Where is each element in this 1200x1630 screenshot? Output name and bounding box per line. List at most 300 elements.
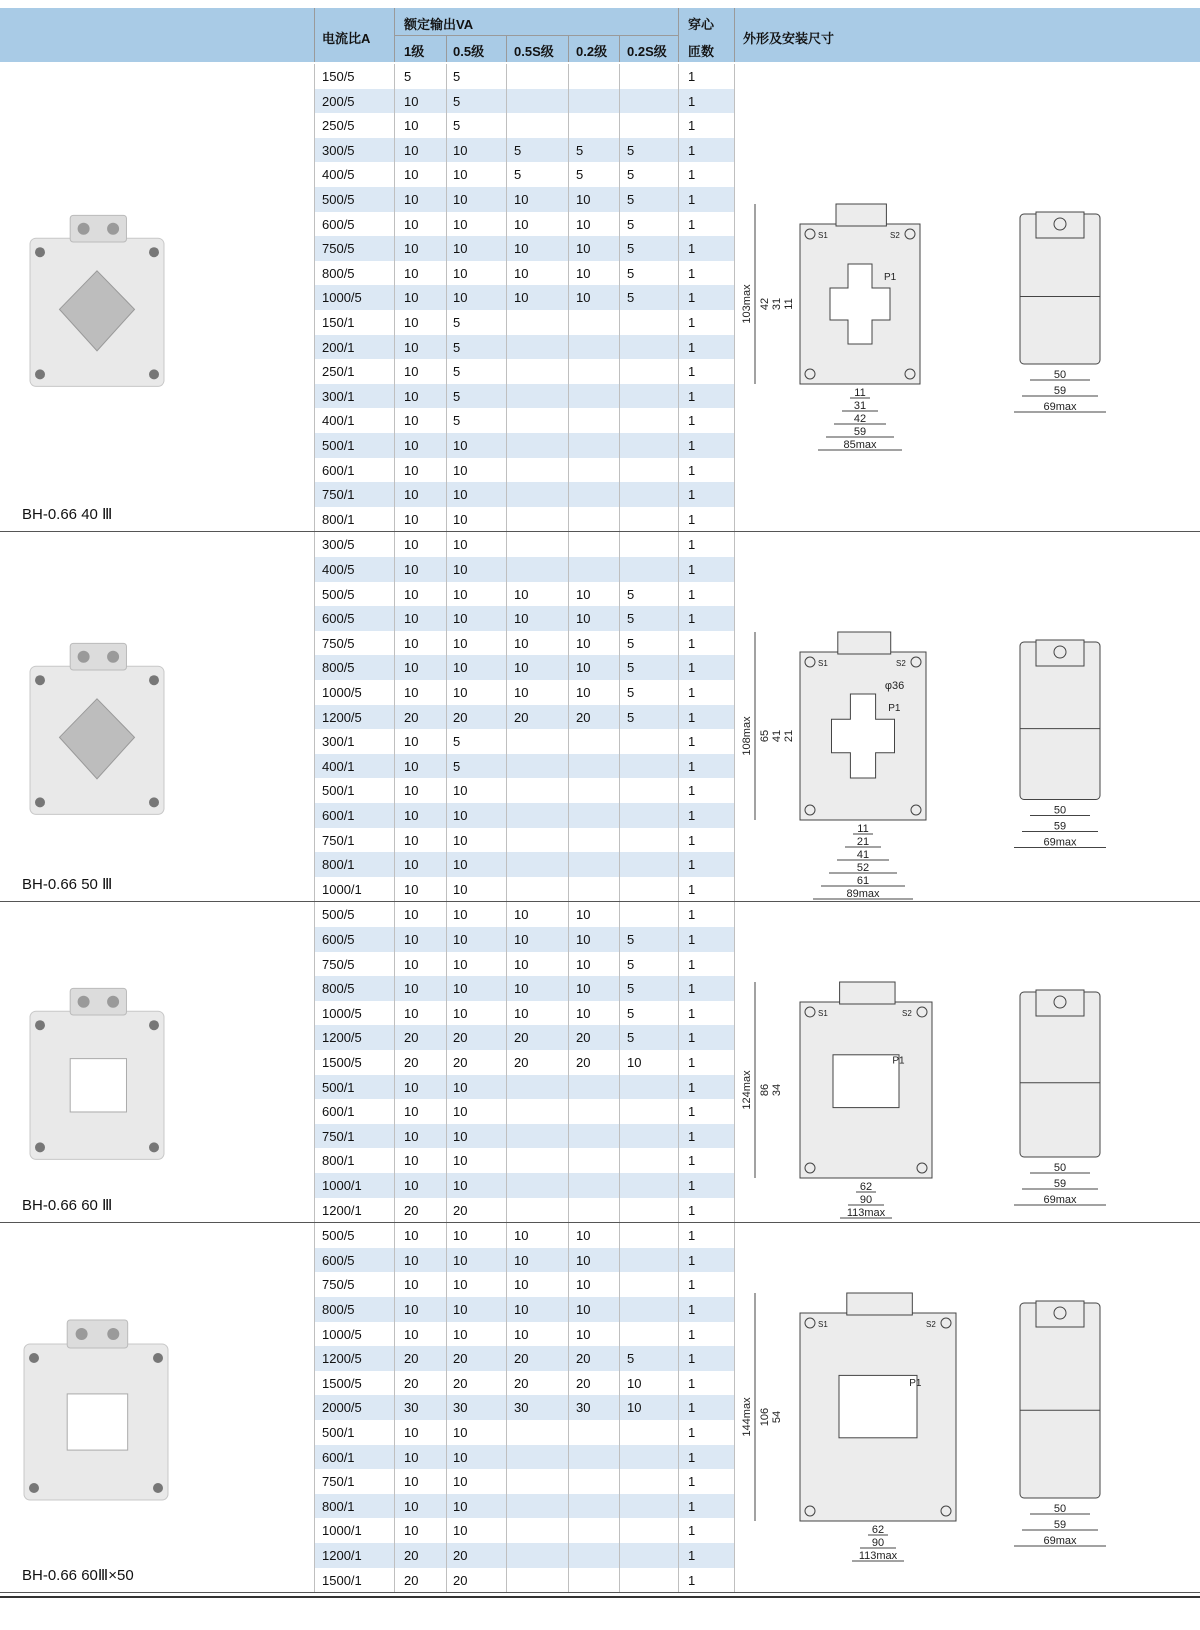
dimension-label: 85max	[843, 439, 877, 451]
header-grade-05: 0.5级	[453, 44, 485, 59]
table-cell: 10	[404, 438, 419, 453]
table-cell: 600/5	[322, 216, 355, 232]
dimension-drawing	[740, 962, 1180, 1242]
table-cell: 10	[453, 167, 468, 183]
column-divider	[568, 1223, 569, 1592]
table-cell: 20	[514, 1030, 529, 1046]
table-row	[314, 335, 734, 360]
table-cell: 10	[627, 1375, 642, 1391]
table-row	[314, 557, 734, 582]
table-row	[314, 408, 734, 433]
table-cell: 10	[404, 1277, 419, 1293]
dimension-label: 144max	[741, 1397, 753, 1437]
p1-label: P1	[909, 1377, 922, 1389]
table-row	[314, 89, 734, 114]
table-cell: 10	[576, 981, 591, 997]
table-cell: 10	[404, 388, 419, 404]
table-cell: 10	[404, 1153, 419, 1169]
table-cell: 5	[627, 956, 635, 972]
table-cell: 600/5	[322, 1252, 355, 1268]
table-cell: 10	[404, 1474, 419, 1490]
dimension-label: 50	[1053, 369, 1067, 381]
table-row	[314, 927, 734, 952]
table-cell: 10	[404, 290, 419, 306]
table-cell: 20	[453, 1202, 468, 1218]
column-divider	[394, 64, 395, 531]
table-cell: 800/1	[322, 1498, 355, 1514]
table-cell: 2000/5	[322, 1400, 362, 1416]
table-cell: 1	[688, 562, 696, 577]
table-cell: 5	[627, 216, 635, 232]
table-cell: 10	[514, 216, 529, 232]
table-cell: 10	[453, 857, 468, 873]
table-cell: 10	[404, 611, 419, 627]
table-cell: 1	[688, 981, 696, 997]
table-cell: 1	[688, 660, 696, 676]
table-row	[314, 1371, 734, 1396]
column-divider	[506, 1223, 507, 1592]
header-grade-02s: 0.2S级	[627, 44, 667, 59]
table-row	[314, 705, 734, 730]
table-cell: 10	[404, 265, 419, 281]
table-row	[314, 828, 734, 853]
table-cell: 20	[453, 1351, 468, 1367]
table-cell: 10	[404, 315, 419, 330]
column-divider	[734, 532, 735, 901]
table-cell: 1500/1	[322, 1572, 362, 1588]
table-cell: 30	[576, 1400, 591, 1416]
table-row	[314, 606, 734, 631]
table-cell: 20	[514, 709, 529, 725]
table-cell: 1	[688, 758, 696, 774]
table-cell: 20	[514, 1351, 529, 1367]
table-row	[314, 138, 734, 163]
dimension-label: 59	[1053, 385, 1067, 397]
table-cell: 10	[453, 241, 468, 257]
column-divider	[314, 532, 315, 901]
table-cell: 1	[688, 1252, 696, 1268]
table-cell: 10	[453, 932, 468, 947]
column-divider	[446, 532, 447, 901]
table-row	[314, 359, 734, 384]
table-cell: 750/1	[322, 1128, 355, 1144]
table-cell: 750/5	[322, 956, 355, 972]
table-row	[314, 976, 734, 1001]
table-row	[314, 433, 734, 458]
table-cell: 20	[453, 1055, 468, 1070]
table-row	[314, 582, 734, 607]
table-cell: 10	[404, 487, 419, 503]
dimension-label: 61	[856, 875, 870, 888]
table-cell: 5	[453, 413, 461, 429]
dimension-label: 86	[759, 1084, 771, 1097]
table-cell: 10	[514, 241, 529, 257]
column-divider	[446, 1223, 447, 1592]
table-cell: 20	[404, 1202, 419, 1218]
table-cell: 1	[688, 783, 696, 799]
table-cell: 1	[688, 1153, 696, 1169]
table-cell: 10	[576, 1228, 591, 1244]
table-cell: 10	[514, 907, 529, 923]
dimension-label: 62	[859, 1181, 873, 1194]
table-cell: 20	[453, 1548, 468, 1563]
table-cell: 10	[453, 685, 468, 700]
table-row	[314, 1543, 734, 1568]
table-cell: 1	[688, 1375, 696, 1391]
table-cell: 1	[688, 1474, 696, 1490]
table-cell: 10	[453, 808, 468, 823]
table-row	[314, 1050, 734, 1075]
table-cell: 10	[453, 438, 468, 453]
table-row	[314, 113, 734, 138]
table-cell: 5	[627, 265, 635, 281]
table-cell: 20	[404, 1030, 419, 1046]
table-cell: 800/5	[322, 981, 355, 997]
dimension-label: 11	[783, 298, 795, 310]
table-cell: 20	[404, 1351, 419, 1367]
dimension-label: 90	[871, 1537, 885, 1550]
table-cell: 600/1	[322, 462, 355, 478]
table-cell: 20	[453, 1572, 468, 1588]
table-cell: 10	[404, 1498, 419, 1514]
table-cell: 10	[404, 1252, 419, 1268]
table-row	[314, 1322, 734, 1347]
table-cell: 600/1	[322, 808, 355, 823]
table-row	[314, 729, 734, 754]
dimension-label: 50	[1053, 1162, 1067, 1175]
s1-label: S1	[818, 231, 828, 240]
table-row	[314, 1025, 734, 1050]
table-cell: 1000/5	[322, 290, 362, 306]
transformer-photo	[22, 204, 172, 394]
table-row	[314, 1099, 734, 1124]
table-cell: 10	[404, 1228, 419, 1244]
table-cell: 10	[576, 635, 591, 651]
table-cell: 20	[576, 1030, 591, 1046]
column-divider	[506, 902, 507, 1222]
table-cell: 1	[688, 339, 696, 355]
table-cell: 10	[514, 192, 529, 207]
s2-label: S2	[890, 231, 900, 240]
table-cell: 5	[453, 339, 461, 355]
table-cell: 1	[688, 1572, 696, 1588]
table-cell: 10	[404, 511, 419, 527]
model-label: BH-0.66 50 Ⅲ	[22, 876, 113, 894]
table-cell: 10	[453, 1079, 468, 1095]
table-cell: 1	[688, 1277, 696, 1293]
table-cell: 1	[688, 388, 696, 404]
table-cell: 10	[404, 808, 419, 823]
column-divider	[394, 532, 395, 901]
table-cell: 20	[576, 1055, 591, 1070]
table-cell: 1	[688, 808, 696, 823]
table-row	[314, 1223, 734, 1248]
table-cell: 10	[404, 1425, 419, 1440]
table-cell: 300/1	[322, 734, 355, 750]
table-cell: 5	[576, 142, 584, 158]
table-cell: 10	[404, 1079, 419, 1095]
table-cell: 30	[453, 1400, 468, 1416]
table-cell: 400/5	[322, 562, 355, 577]
table-cell: 10	[404, 907, 419, 923]
column-divider	[568, 532, 569, 901]
column-divider	[314, 902, 315, 1222]
table-cell: 10	[453, 216, 468, 232]
table-row	[314, 754, 734, 779]
header-turns-top: 穿心	[688, 17, 715, 32]
dimension-label: 89max	[846, 888, 880, 901]
table-cell: 1000/5	[322, 1326, 362, 1342]
table-cell: 10	[576, 907, 591, 923]
table-cell: 10	[404, 1302, 419, 1317]
dimension-label: 50	[1053, 1503, 1067, 1516]
table-cell: 750/1	[322, 1474, 355, 1490]
dimension-label: 42	[759, 297, 771, 311]
table-cell: 20	[576, 709, 591, 725]
model-label: BH-0.66 60Ⅲ×50	[22, 1567, 134, 1585]
table-cell: 5	[514, 167, 522, 183]
table-cell: 10	[576, 1005, 591, 1021]
table-row	[314, 877, 734, 902]
table-cell: 5	[404, 69, 412, 84]
table-cell: 150/1	[322, 315, 355, 330]
table-cell: 10	[576, 290, 591, 306]
table-cell: 250/5	[322, 118, 355, 134]
table-cell: 1	[688, 611, 696, 627]
table-cell: 10	[404, 635, 419, 651]
transformer-photo	[16, 1308, 176, 1508]
column-divider	[619, 1223, 620, 1592]
table-cell: 20	[404, 1572, 419, 1588]
dimension-label: 59	[1053, 1178, 1067, 1191]
header-grade-1: 1级	[404, 44, 425, 59]
table-cell: 10	[576, 1252, 591, 1268]
table-cell: 1200/5	[322, 1030, 362, 1046]
table-cell: 600/1	[322, 1449, 355, 1465]
table-cell: 300/5	[322, 142, 355, 158]
dimension-label: 69max	[1043, 1535, 1077, 1548]
table-cell: 1	[688, 216, 696, 232]
table-cell: 750/5	[322, 635, 355, 651]
table-cell: 500/1	[322, 1425, 355, 1440]
dimension-label: 69max	[1043, 1194, 1077, 1207]
table-cell: 1	[688, 1351, 696, 1367]
table-cell: 20	[453, 709, 468, 725]
table-row	[314, 310, 734, 335]
table-cell: 10	[514, 1302, 529, 1317]
table-cell: 10	[453, 1277, 468, 1293]
dimension-label: 42	[853, 413, 867, 425]
table-row	[314, 1198, 734, 1223]
table-cell: 500/1	[322, 1079, 355, 1095]
dimension-label: 113max	[858, 1550, 898, 1563]
table-cell: 10	[514, 956, 529, 972]
table-cell: 800/1	[322, 511, 355, 527]
table-cell: 400/5	[322, 167, 355, 183]
table-cell: 10	[514, 981, 529, 997]
table-cell: 30	[404, 1400, 419, 1416]
table-cell: 1	[688, 1523, 696, 1539]
dimension-label: 50	[1053, 804, 1067, 817]
table-cell: 1200/1	[322, 1548, 362, 1563]
dimension-label: 41	[771, 730, 783, 743]
table-cell: 1	[688, 69, 696, 84]
dimension-label: 54	[771, 1411, 783, 1424]
table-cell: 1	[688, 315, 696, 330]
table-cell: 10	[514, 1252, 529, 1268]
table-cell: 10	[453, 462, 468, 478]
table-cell: 10	[576, 1277, 591, 1293]
table-cell: 1	[688, 1228, 696, 1244]
s2-label: S2	[902, 1009, 912, 1019]
table-cell: 1	[688, 241, 696, 257]
table-cell: 20	[453, 1375, 468, 1391]
table-cell: 10	[404, 1449, 419, 1465]
table-cell: 10	[453, 783, 468, 799]
table-cell: 1	[688, 1498, 696, 1514]
s1-label: S1	[818, 1320, 828, 1330]
table-cell: 10	[453, 1005, 468, 1021]
table-cell: 10	[404, 1523, 419, 1539]
column-divider	[678, 902, 679, 1222]
table-cell: 10	[453, 1252, 468, 1268]
table-cell: 1	[688, 586, 696, 602]
dimension-drawing	[740, 184, 1180, 464]
table-cell: 10	[576, 265, 591, 281]
column-divider	[446, 64, 447, 531]
s1-label: S1	[818, 659, 828, 669]
table-cell: 500/5	[322, 907, 355, 923]
column-divider	[734, 1223, 735, 1592]
table-cell: 5	[627, 241, 635, 257]
table-cell: 10	[404, 932, 419, 947]
table-cell: 500/5	[322, 192, 355, 207]
table-cell: 10	[404, 118, 419, 134]
table-cell: 10	[404, 1128, 419, 1144]
table-cell: 500/5	[322, 1228, 355, 1244]
table-cell: 10	[576, 685, 591, 700]
table-cell: 20	[576, 1351, 591, 1367]
table-cell: 10	[453, 1498, 468, 1514]
column-divider	[568, 902, 569, 1222]
table-cell: 10	[453, 586, 468, 602]
table-cell: 20	[453, 1030, 468, 1046]
table-cell: 1	[688, 932, 696, 947]
column-divider	[619, 902, 620, 1222]
table-cell: 1	[688, 857, 696, 873]
table-cell: 1	[688, 1302, 696, 1317]
table-cell: 1	[688, 438, 696, 453]
table-cell: 10	[404, 832, 419, 848]
table-cell: 1	[688, 142, 696, 158]
table-cell: 20	[404, 709, 419, 725]
column-divider	[446, 902, 447, 1222]
table-cell: 10	[404, 1104, 419, 1120]
dimension-label: 52	[856, 862, 870, 875]
table-row	[314, 458, 734, 483]
table-cell: 20	[576, 1375, 591, 1391]
table-row	[314, 384, 734, 409]
table-cell: 200/5	[322, 93, 355, 109]
table-row	[314, 902, 734, 927]
table-row	[314, 1445, 734, 1470]
table-cell: 1	[688, 1548, 696, 1563]
table-cell: 10	[404, 956, 419, 972]
table-row	[314, 1075, 734, 1100]
table-cell: 10	[453, 660, 468, 676]
table-row	[314, 1148, 734, 1173]
dimension-label: 69max	[1043, 401, 1077, 413]
table-cell: 10	[453, 265, 468, 281]
table-cell: 1200/5	[322, 709, 362, 725]
table-cell: 5	[453, 315, 461, 330]
table-row	[314, 64, 734, 89]
table-cell: 1	[688, 685, 696, 700]
table-cell: 1	[688, 511, 696, 527]
table-cell: 1000/5	[322, 1005, 362, 1021]
table-row	[314, 1173, 734, 1198]
table-cell: 5	[627, 290, 635, 306]
table-cell: 10	[453, 832, 468, 848]
table-cell: 10	[453, 487, 468, 503]
table-cell: 10	[576, 1326, 591, 1342]
table-row	[314, 1124, 734, 1149]
table-cell: 5	[453, 69, 461, 84]
table-row	[314, 1494, 734, 1519]
table-cell: 1	[688, 881, 696, 897]
table-cell: 1	[688, 1326, 696, 1342]
column-divider	[394, 1223, 395, 1592]
table-cell: 1	[688, 1202, 696, 1218]
table-cell: 5	[627, 1005, 635, 1021]
dimension-label: φ36	[884, 680, 905, 693]
table-cell: 30	[514, 1400, 529, 1416]
table-cell: 20	[404, 1548, 419, 1563]
table-cell: 500/1	[322, 783, 355, 799]
table-cell: 1000/1	[322, 1523, 362, 1539]
table-cell: 10	[453, 1523, 468, 1539]
table-cell: 500/1	[322, 438, 355, 453]
table-cell: 10	[576, 956, 591, 972]
table-cell: 10	[404, 462, 419, 478]
table-cell: 5	[453, 93, 461, 109]
table-cell: 1	[688, 537, 696, 553]
column-divider	[619, 64, 620, 531]
dimension-label: 21	[783, 730, 795, 743]
table-cell: 10	[453, 192, 468, 207]
table-cell: 10	[514, 586, 529, 602]
table-cell: 1200/1	[322, 1202, 362, 1218]
dimension-label: 108max	[741, 716, 753, 756]
table-cell: 10	[514, 611, 529, 627]
table-cell: 5	[453, 758, 461, 774]
table-cell: 20	[514, 1055, 529, 1070]
table-cell: 5	[627, 1030, 635, 1046]
column-divider	[314, 64, 315, 531]
table-cell: 10	[576, 1302, 591, 1317]
header-dimensions: 外形及安装尺寸	[743, 31, 835, 46]
table-cell: 10	[453, 537, 468, 553]
table-cell: 400/1	[322, 758, 355, 774]
table-cell: 10	[453, 981, 468, 997]
table-cell: 10	[576, 660, 591, 676]
column-divider	[734, 64, 735, 531]
table-cell: 200/1	[322, 339, 355, 355]
table-row	[314, 482, 734, 507]
table-cell: 10	[404, 413, 419, 429]
table-row	[314, 631, 734, 656]
table-cell: 5	[453, 388, 461, 404]
